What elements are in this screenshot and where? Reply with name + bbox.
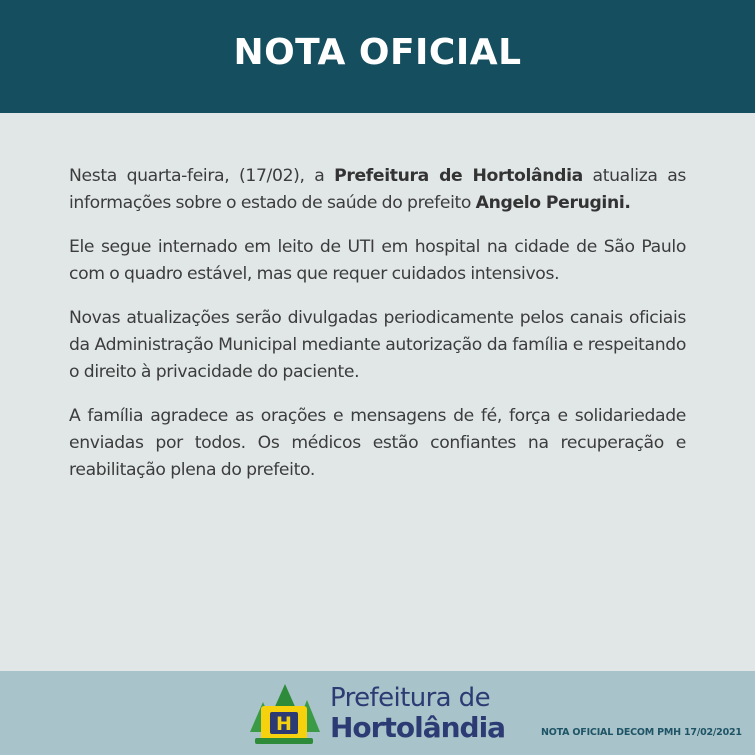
- paragraph-1-text-b: atualiza as informações sobre o estado de saúde do prefeito: [69, 166, 686, 213]
- logo-wordmark-line2: Hortolândia: [330, 711, 506, 744]
- logo-mark-letter: H: [276, 713, 292, 735]
- footer-reference-note: NOTA OFICIAL DECOM PMH 17/02/2021: [541, 727, 742, 738]
- city-logo-icon: [250, 682, 320, 748]
- header-banner: [0, 0, 755, 113]
- paragraph-1-text-a: Nesta quarta-feira, (17/02), a: [69, 166, 335, 186]
- paragraph-1: [69, 163, 686, 217]
- logo-wordmark: [330, 683, 530, 743]
- paragraph-4: A família agradece as orações e mensagens de fé, força e solidariedade enviadas por todos. Os médicos estão confiantes na recuperação e reabilitação plena do prefeito.: [69, 406, 686, 480]
- paragraph-3: Novas atualizações serão divulgadas periodicamente pelos canais oficiais da Administração Municipal mediante autorização da família e respeitando o direito à privacidade do paciente.: [69, 308, 686, 382]
- statement-body: [69, 163, 686, 643]
- paragraph-2: Ele segue internado em leito de UTI em hospital na cidade de São Paulo com o quadro estável, mas que requer cuidados intensivos.: [69, 237, 686, 284]
- page-title: NOTA OFICIAL: [233, 32, 522, 73]
- logo-wordmark-line1: Prefeitura de: [330, 683, 490, 713]
- paragraph-1-bold-b: Angelo Perugini.: [475, 193, 631, 213]
- paragraph-1-bold-a: Prefeitura de Hortolândia: [334, 166, 583, 186]
